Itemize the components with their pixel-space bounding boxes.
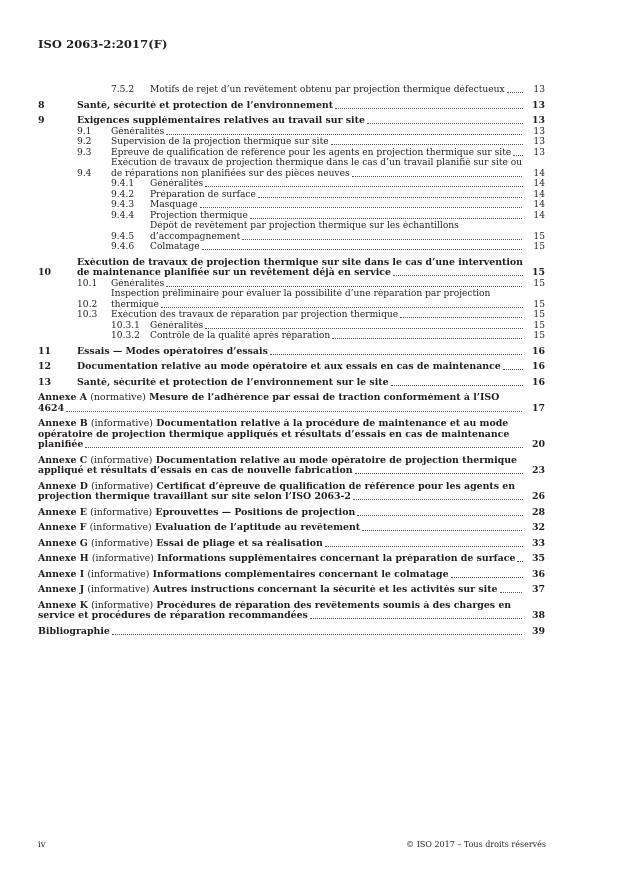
copyright-notice: © ISO 2017 – Tous droits réservés xyxy=(406,840,546,849)
toc-entry-title: Masquage xyxy=(150,200,198,210)
toc-entry-number: 11 xyxy=(38,345,52,357)
toc-entry-title: Informations complémentaires concernant le colmatage xyxy=(152,569,449,580)
toc-entry-number: 9.1 xyxy=(77,126,92,137)
toc-entry-page: 15 xyxy=(533,331,545,341)
annex-label: Annexe A xyxy=(38,393,87,403)
toc-entry-title: Épreuve de qualification de référence pour les agents en projection thermique sur site xyxy=(111,147,512,158)
toc-entry-page: 39 xyxy=(531,625,545,637)
toc-entry-number: 8 xyxy=(38,99,45,111)
toc-entry-title: Éprouvettes — Positions de projection xyxy=(155,507,356,518)
toc-entry-page: 16 xyxy=(531,345,545,357)
toc-entry-title: Procédures de réparation des revêtements soumis à des charges en service et procédures de réparation recommandées xyxy=(38,600,512,621)
annex-label: Annexe I xyxy=(38,569,85,580)
toc-entry-number: 9.4.3 xyxy=(111,200,135,210)
toc-entry-page: 14 xyxy=(533,210,545,221)
toc-entry[interactable] xyxy=(38,258,545,279)
toc-entry-number: 9 xyxy=(38,115,45,126)
toc-entry[interactable] xyxy=(38,148,545,159)
toc-entry[interactable] xyxy=(38,331,545,342)
annex-label: Annexe C xyxy=(38,455,88,466)
annex-label: Annexe G xyxy=(38,538,88,549)
toc-entry[interactable] xyxy=(38,554,545,565)
toc-entry-page: 26 xyxy=(531,491,545,502)
toc-entry-page: 28 xyxy=(531,506,545,518)
toc-entry-number: 7.5.2 xyxy=(111,85,135,95)
toc-entry-number: 9.4 xyxy=(77,168,92,179)
toc-entry-number: 13 xyxy=(38,376,52,388)
annex-type: (informative) xyxy=(90,455,153,466)
annex-label: Annexe E xyxy=(38,507,87,518)
annex-type: (informative) xyxy=(91,554,154,564)
toc-entry[interactable] xyxy=(38,116,545,127)
toc-entry-page: 13 xyxy=(531,99,545,111)
toc-entry-title: Exécution de travaux de projection thermique sur site dans le cas d’une intervention de maintenance planifiée sur un revêtement déjà en service xyxy=(77,257,523,278)
toc-entry-title: Documentation relative au mode opératoire et aux essais en cas de maintenance xyxy=(77,362,501,372)
toc-entry-title: Projection thermique xyxy=(150,210,248,221)
toc-entry-page: 17 xyxy=(531,402,545,414)
toc-entry-title: Documentation relative au mode opératoire de projection thermique appliqué et résultats d’essais en cas de nouvelle fabrication xyxy=(38,455,517,476)
document-header: ISO 2063-2:2017(F) xyxy=(38,37,168,51)
toc-entry[interactable] xyxy=(38,539,545,550)
annex-type: (informative) xyxy=(87,569,150,580)
annex-type: (informative) xyxy=(90,507,153,518)
annex-label: Annexe J xyxy=(38,585,85,595)
toc-entry-page: 14 xyxy=(533,168,545,179)
toc-entry-number: 12 xyxy=(38,361,52,372)
toc-entry-title: Généralités xyxy=(111,126,165,137)
toc-entry-title: Généralités xyxy=(150,179,204,189)
toc-entry-page: 14 xyxy=(533,200,545,210)
toc-entry-title: Dépôt de revêtement par projection thermique sur les échantillons d’accompagnement xyxy=(150,221,459,242)
toc-entry-title: Supervision de la projection thermique sur site xyxy=(111,137,329,147)
toc-entry-title: Certificat d’épreuve de qualification de référence pour les agents en projection thermique travaillant sur site selon l’ISO 2063-2 xyxy=(38,481,516,502)
toc-entry-page: 15 xyxy=(533,278,545,289)
toc-entry-page: 15 xyxy=(533,310,545,320)
toc-entry[interactable] xyxy=(38,211,545,222)
toc-entry-page: 32 xyxy=(531,522,545,533)
toc-entry-title: Inspection préliminaire pour évaluer la possibilité d’une réparation par projection thermique xyxy=(111,289,491,310)
toc-entry-title: Exécution des travaux de réparation par projection thermique xyxy=(111,310,399,320)
toc-entry[interactable] xyxy=(38,627,545,638)
toc-entry-page: 33 xyxy=(531,537,545,549)
toc-entry[interactable] xyxy=(38,137,545,148)
annex-type: (informative) xyxy=(89,523,152,533)
toc-entry[interactable] xyxy=(38,482,545,503)
toc-entry[interactable] xyxy=(38,200,545,211)
toc-entry-page: 15 xyxy=(533,231,545,242)
toc-entry[interactable] xyxy=(38,242,545,253)
toc-entry-title: Évaluation de l’aptitude au revêtement xyxy=(154,523,361,533)
toc-entry[interactable] xyxy=(38,310,545,321)
toc-entry-number: 10.3.1 xyxy=(111,320,140,331)
toc-entry-page: 23 xyxy=(531,465,545,476)
toc-entry[interactable] xyxy=(38,279,545,290)
toc-entry[interactable] xyxy=(38,221,545,242)
toc-entry-page: 35 xyxy=(531,553,545,564)
toc-entry-title: Informations supplémentaires concernant la préparation de surface xyxy=(157,554,516,564)
toc-entry[interactable] xyxy=(38,570,545,581)
annex-label: Annexe K xyxy=(38,600,88,611)
toc-entry-number: 10.3 xyxy=(77,310,98,320)
toc-entry-page: 14 xyxy=(533,189,545,200)
toc-entry-page: 13 xyxy=(533,147,545,158)
annex-label: Annexe H xyxy=(38,554,89,564)
toc-entry-title: Exécution de travaux de projection thermique dans le cas d’un travail planifié sur site ou de réparations non planifiées sur des pièces neuves xyxy=(111,158,523,179)
toc-entry[interactable] xyxy=(38,393,545,414)
toc-entry[interactable] xyxy=(38,127,545,138)
toc-entry-page: 15 xyxy=(533,320,545,331)
toc-entry-title: Préparation de surface xyxy=(150,189,256,200)
toc-entry-title: Mesure de l’adhérence par essai de traction conformément à l’ISO 4624 xyxy=(38,393,500,414)
toc-entry-page: 14 xyxy=(533,179,545,189)
annex-label: Annexe F xyxy=(38,523,87,533)
toc-entry-number: 10.3.2 xyxy=(111,331,140,341)
toc-entry[interactable] xyxy=(38,601,545,622)
toc-entry-title: Santé, sécurité et protection de l’environnement xyxy=(77,100,334,111)
annex-type: (normative) xyxy=(90,393,146,403)
toc-entry-page: 13 xyxy=(531,115,545,126)
toc-entry-page: 15 xyxy=(531,267,545,278)
toc-entry[interactable] xyxy=(38,190,545,201)
toc-entry-page: 13 xyxy=(533,85,545,95)
toc-entry[interactable] xyxy=(38,289,545,310)
toc-entry[interactable] xyxy=(38,523,545,534)
toc-entry-number: 9.4.2 xyxy=(111,189,135,200)
toc-entry[interactable] xyxy=(38,362,545,373)
toc-entry-page: 13 xyxy=(533,137,545,147)
toc-entry-number: 9.3 xyxy=(77,147,92,158)
toc-entry[interactable] xyxy=(38,508,545,519)
annex-type: (informative) xyxy=(90,419,153,429)
toc-entry[interactable] xyxy=(38,585,545,596)
annex-type: (informative) xyxy=(87,585,150,595)
toc-entry-title: Essai de pliage et sa réalisation xyxy=(156,538,323,549)
toc-entry-number: 9.4.1 xyxy=(111,179,135,189)
page-number: iv xyxy=(38,840,46,850)
toc-entry-title: Bibliographie xyxy=(38,626,110,637)
toc-entry-title: Généralités xyxy=(150,320,204,331)
toc-entry[interactable] xyxy=(38,347,545,358)
toc-entry-number: 10 xyxy=(38,267,52,278)
toc-entry-title: Santé, sécurité et protection de l’environnement sur le site xyxy=(77,377,389,388)
toc-entry-number: 10.1 xyxy=(77,278,98,289)
annex-type: (informative) xyxy=(90,538,154,549)
toc-entry-number: 9.4.6 xyxy=(111,242,135,252)
annex-type: (informative) xyxy=(91,481,154,492)
table-of-contents xyxy=(38,85,545,637)
toc-entry[interactable] xyxy=(38,158,545,179)
toc-entry-title: Autres instructions concernant la sécurité et les activités sur site xyxy=(152,585,498,595)
toc-entry[interactable] xyxy=(38,419,545,451)
toc-entry-page: 15 xyxy=(533,299,545,310)
annex-type: (informative) xyxy=(91,600,154,611)
toc-entry-page: 20 xyxy=(531,439,545,450)
toc-entry-page: 15 xyxy=(533,242,545,252)
toc-entry-title: Généralités xyxy=(111,278,165,289)
toc-entry-number: 9.4.5 xyxy=(111,231,135,242)
toc-entry-title: Documentation relative à la procédure de maintenance et au mode opératoire de projection thermique appliqués et résultats d’essais en cas de maintenance planifiée xyxy=(38,419,510,450)
toc-entry[interactable] xyxy=(38,378,545,389)
toc-entry-number: 9.4.4 xyxy=(111,210,135,221)
toc-entry[interactable] xyxy=(38,456,545,477)
annex-label: Annexe B xyxy=(38,419,88,429)
annex-label: Annexe D xyxy=(38,481,88,492)
toc-entry[interactable] xyxy=(38,101,545,112)
toc-entry-page: 36 xyxy=(531,568,545,580)
toc-entry-page: 16 xyxy=(531,361,545,372)
toc-entry[interactable] xyxy=(38,179,545,190)
toc-entry[interactable] xyxy=(38,321,545,332)
toc-entry-page: 13 xyxy=(533,126,545,137)
toc-entry-page: 16 xyxy=(531,376,545,388)
toc-entry-title: Exigences supplémentaires relatives au travail sur site xyxy=(77,116,365,126)
toc-entry-title: Colmatage xyxy=(150,242,200,252)
toc-entry-title: Contrôle de la qualité après réparation xyxy=(150,331,331,341)
toc-entry-number: 9.2 xyxy=(77,137,92,147)
toc-entry-title: Essais — Modes opératoires d’essais xyxy=(77,346,268,357)
toc-entry-page: 38 xyxy=(531,610,545,621)
toc-entry-page: 37 xyxy=(531,584,545,595)
toc-entry-title: Motifs de rejet d’un revêtement obtenu par projection thermique défectueux xyxy=(150,85,505,95)
toc-entry-number: 10.2 xyxy=(77,299,98,310)
toc-entry[interactable] xyxy=(38,85,545,96)
